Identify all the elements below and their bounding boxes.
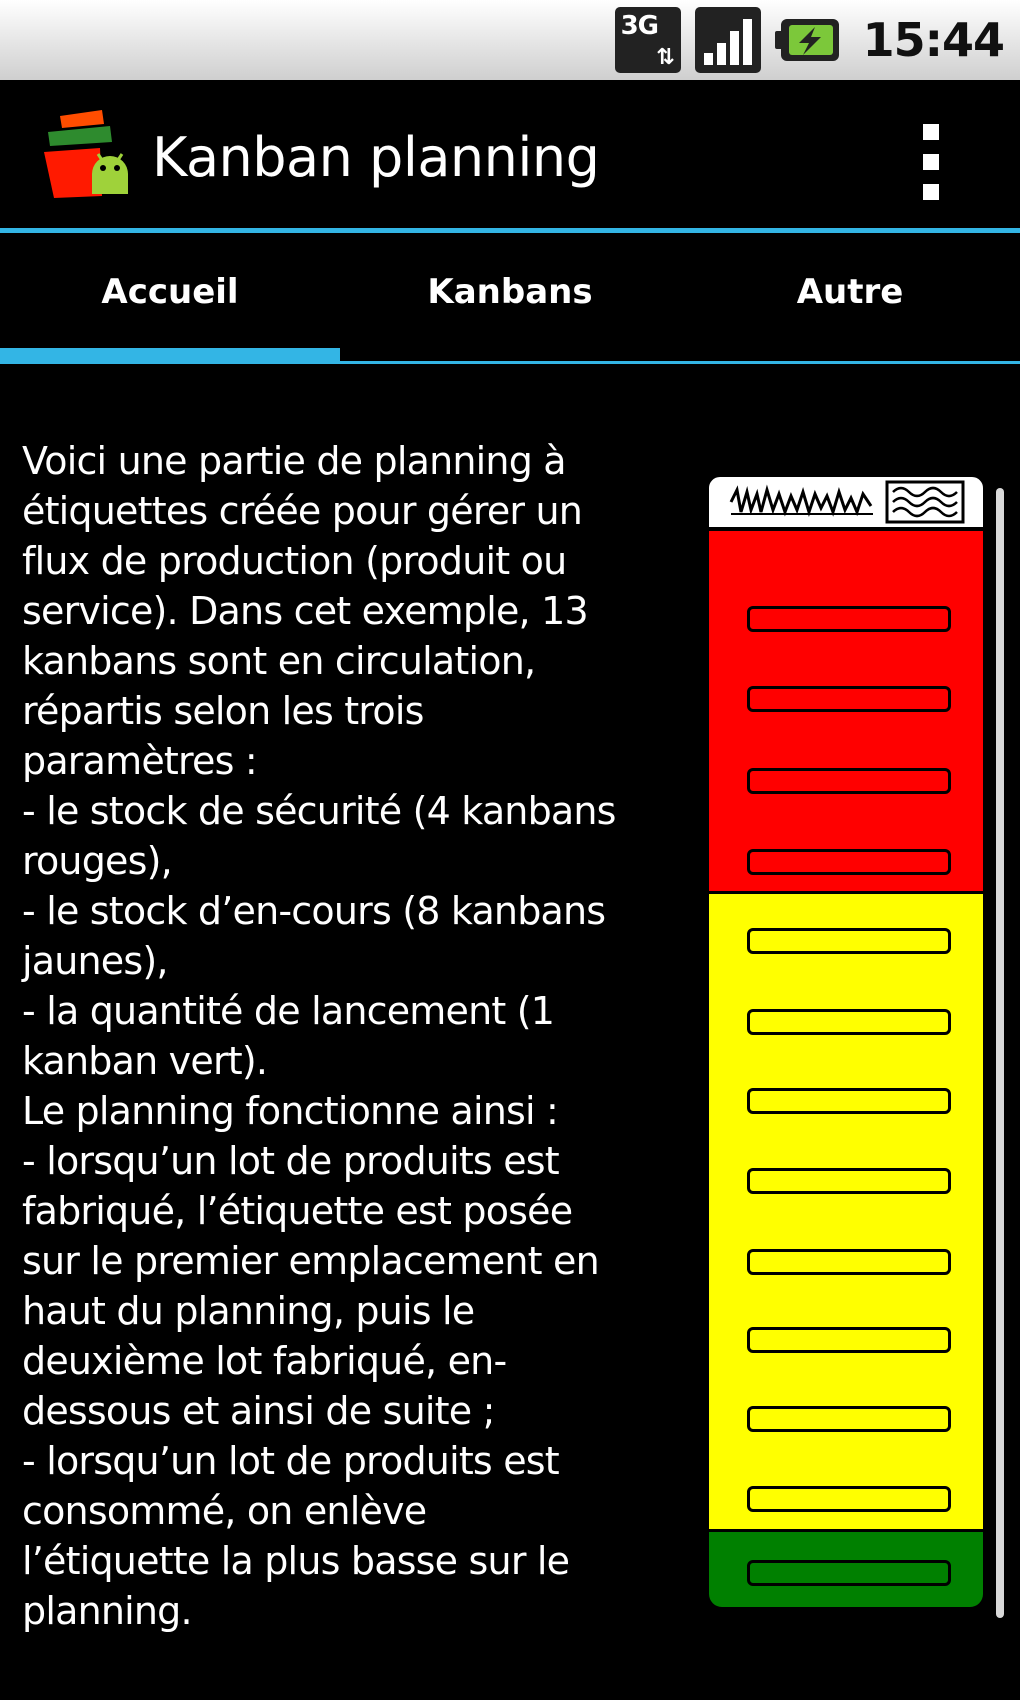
overflow-menu-icon[interactable] [914,124,948,200]
kanban-slot [747,849,951,875]
kanban-slot [747,606,951,632]
kanban-board [706,474,986,1614]
clock: 15:44 [862,13,1004,67]
app-title: Kanban planning [152,126,600,189]
kanban-slot [747,1327,951,1353]
kanban-slot [747,768,951,794]
kanban-slot [747,1406,951,1432]
handwritten-header-icon [706,474,986,530]
kanban-slot [747,1249,951,1275]
signal-strength-icon [695,7,761,73]
3g-icon [615,7,681,73]
kanban-slot [747,686,951,712]
tab-autre[interactable] [680,233,1020,363]
tab-bar-underline [0,361,1020,364]
yellow-zone [709,891,983,1529]
description-text: Voici une partie de planning à étiquettes créée pour gérer un flux de production (produit ou service). Dans cet exemple, 13 kanbans sont en circulation, répartis selon les trois paramètres : - le stock de sécurité (4 kanbans rouges), - le stock d’en-cours (8 kanbans jaunes), - la quantité de lancement (1 kanban vert). Le planning fonctionne ainsi : - lorsqu’un lot de produits est fabriqué, l’étiquette est posée sur le premier emplacement en haut du planning, puis le deuxième lot fabriqué, en- dessous et ainsi de suite ; - lorsqu’un lot de produits est consommé, on enlève l’étiquette la plus basse sur le planning. [22,439,616,1633]
network-label: 3G [620,11,658,41]
kanban-slot [747,1486,951,1512]
tab-kanbans[interactable] [340,233,680,363]
green-zone [709,1529,983,1607]
status-bar [0,0,1020,80]
tab-accueil[interactable] [0,233,340,363]
tab-label: Kanbans [427,272,593,312]
kanban-slot [747,1088,951,1114]
red-zone [709,531,983,891]
kanban-slot [747,1009,951,1035]
kanban-slot [747,1168,951,1194]
tab-label: Accueil [101,272,239,312]
battery-charging-icon [775,7,845,73]
tab-bar [0,233,1020,363]
kanban-slot [747,1560,951,1586]
tab-label: Autre [796,272,904,312]
action-bar [0,80,1020,228]
kanban-board-body [706,528,986,1610]
kanban-app-logo-icon[interactable] [40,108,132,200]
data-arrows-icon: ⇅ [656,45,675,70]
scrollbar[interactable] [996,488,1004,1618]
kanban-slot [747,928,951,954]
